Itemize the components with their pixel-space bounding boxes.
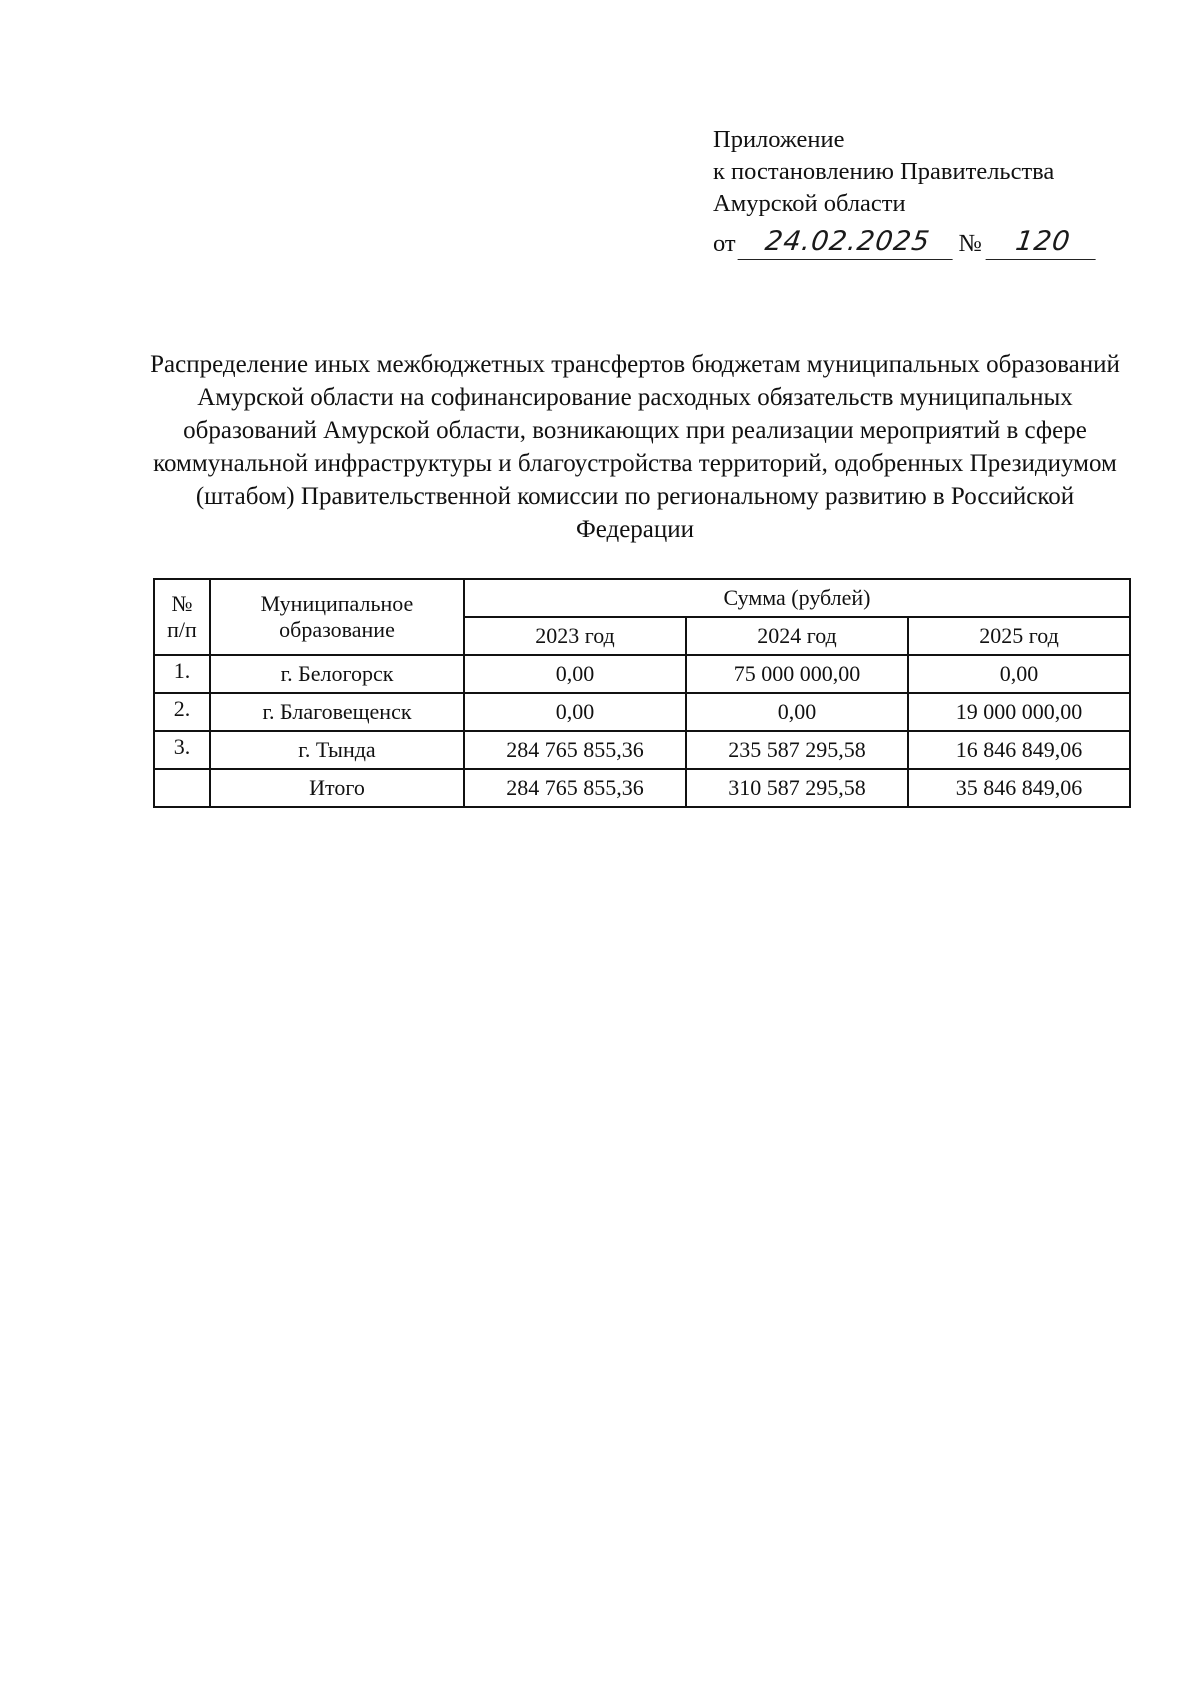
- row-value-2024: 0,00: [686, 693, 908, 731]
- total-number: [154, 769, 210, 807]
- row-municipality: г. Белогорск: [210, 655, 464, 693]
- row-municipality: г. Благовещенск: [210, 693, 464, 731]
- appendix-region: Амурской области: [713, 190, 906, 217]
- transfers-table: [153, 578, 1131, 808]
- handwritten-date: 24.02.2025: [737, 225, 957, 260]
- row-number: 2.: [154, 693, 210, 731]
- handwritten-number: 120: [986, 225, 1101, 260]
- header-amount: Сумма (рублей): [464, 579, 1130, 617]
- header-year-2024: 2024 год: [686, 617, 908, 655]
- total-value-2023: 284 765 855,36: [464, 769, 686, 807]
- total-value-2024: 310 587 295,58: [686, 769, 908, 807]
- table-row: [154, 731, 1130, 769]
- number-sign: №: [958, 230, 983, 257]
- row-value-2025: 0,00: [908, 655, 1130, 693]
- table-row: [154, 655, 1130, 693]
- table-row: [154, 693, 1130, 731]
- total-value-2025: 35 846 849,06: [908, 769, 1130, 807]
- total-label: Итого: [210, 769, 464, 807]
- row-municipality: г. Тында: [210, 731, 464, 769]
- appendix-reference: к постановлению Правительства: [713, 158, 1055, 185]
- row-value-2024: 75 000 000,00: [686, 655, 908, 693]
- header-year-2025: 2025 год: [908, 617, 1130, 655]
- table-header-row: [154, 579, 1130, 617]
- row-number: 3.: [154, 731, 210, 769]
- row-value-2023: 284 765 855,36: [464, 731, 686, 769]
- header-year-2023: 2023 год: [464, 617, 686, 655]
- appendix-title: Приложение: [713, 126, 845, 153]
- row-value-2024: 235 587 295,58: [686, 731, 908, 769]
- row-value-2023: 0,00: [464, 693, 686, 731]
- row-value-2025: 19 000 000,00: [908, 693, 1130, 731]
- row-number: 1.: [154, 655, 210, 693]
- appendix-block: [713, 124, 1153, 260]
- header-municipality: Муниципальное образование: [210, 579, 464, 655]
- table-total-row: [154, 769, 1130, 807]
- row-value-2025: 16 846 849,06: [908, 731, 1130, 769]
- document-title: Распределение иных межбюджетных трансфертов бюджетам муниципальных образований Амурской области на софинансирование расходных обязательств муниципальных образований Амурской области, возникающих при реализации мероприятий в сфере коммунальной инфраструктуры и благоустройства территорий, одобренных Президиумом (штабом) Правительственной комиссии по региональному развитию в Российской Федерации: [150, 351, 1120, 543]
- appendix-date-line: [713, 220, 1153, 260]
- row-value-2023: 0,00: [464, 655, 686, 693]
- header-number: № п/п: [154, 579, 210, 655]
- date-prefix: от: [713, 230, 736, 257]
